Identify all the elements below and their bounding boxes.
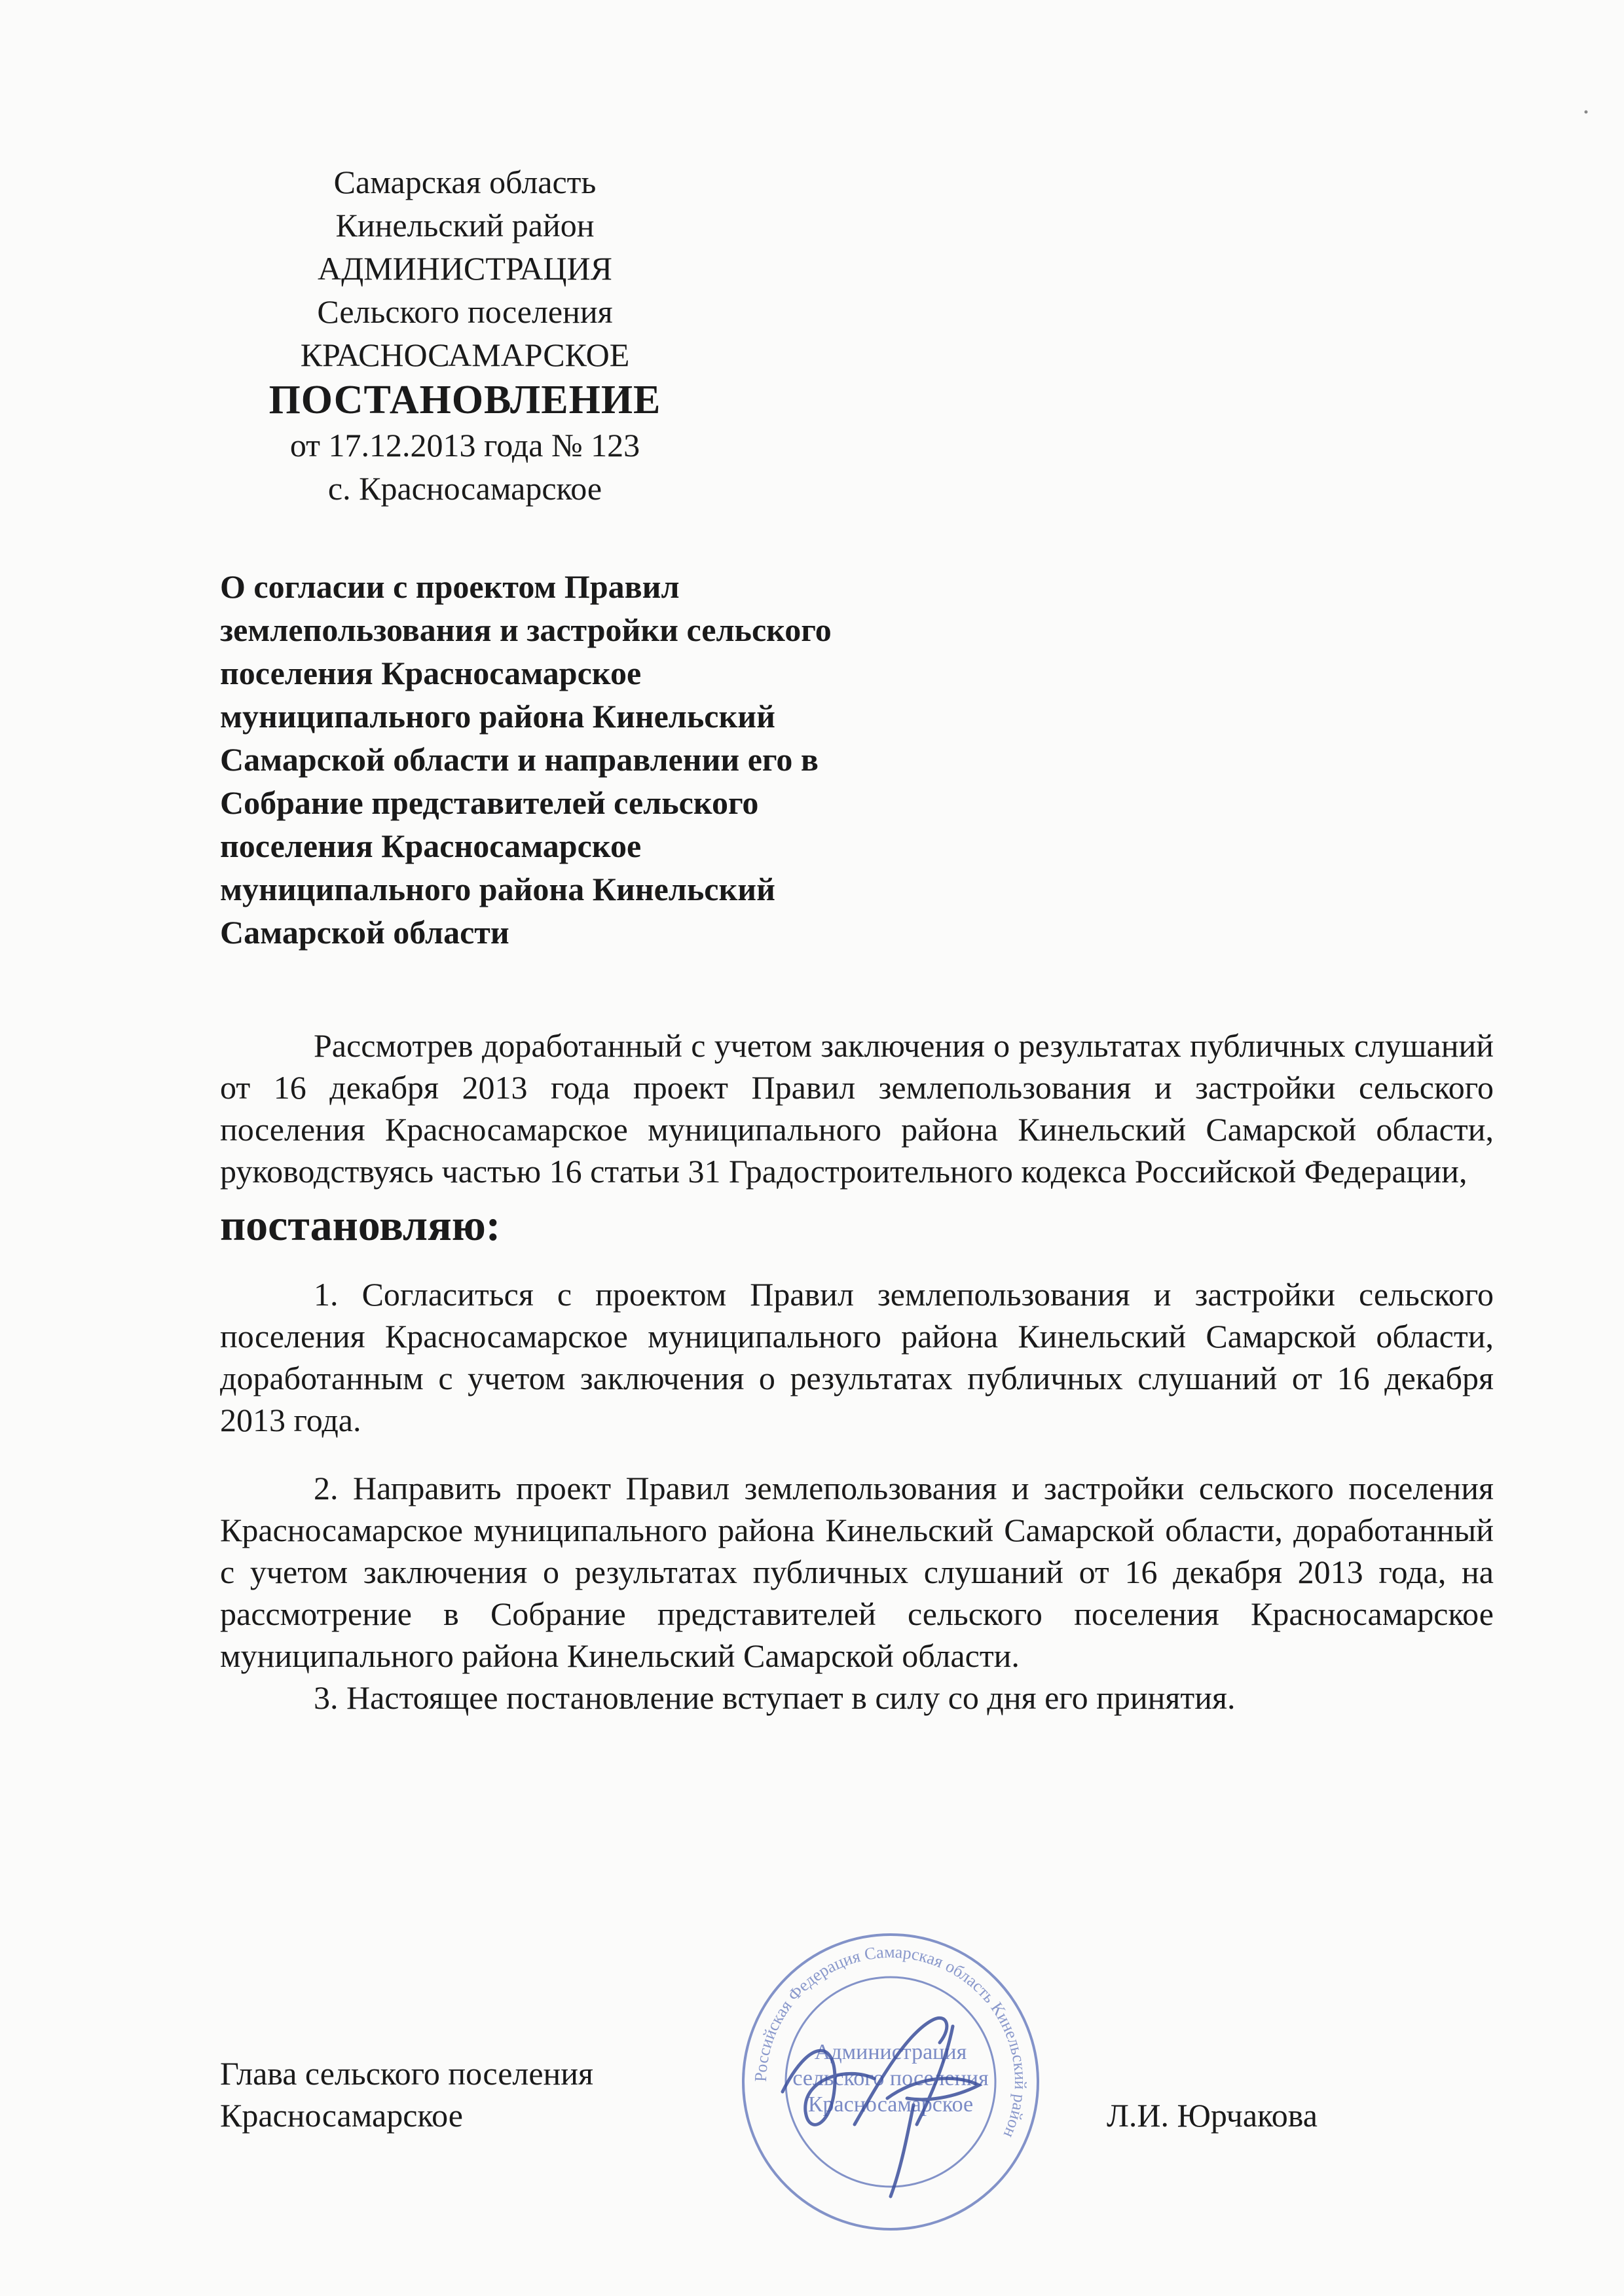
paragraph-gap bbox=[220, 1441, 1494, 1467]
settlement-of-line: Сельского поселения bbox=[317, 293, 613, 330]
subject-line: поселения Красносамарское bbox=[220, 828, 642, 864]
subject-line: муниципального района Кинельский bbox=[220, 871, 775, 907]
district-line: Кинельский район bbox=[335, 207, 595, 244]
official-stamp bbox=[737, 1928, 1044, 2236]
scan-speck bbox=[1583, 110, 1589, 114]
signatory-name: Л.И. Юрчакова bbox=[1107, 2097, 1318, 2134]
stamp-inner-text-1: Администрация bbox=[814, 2040, 967, 2064]
decree-word: постановляю: bbox=[220, 1200, 501, 1250]
region-line: Самарская область bbox=[333, 164, 597, 200]
settlement-name-line: КРАСНОСАМАРСКОЕ bbox=[300, 337, 630, 373]
preamble-paragraph: Рассмотрев доработанный с учетом заключения о результатах публичных слушаний от 16 декабря 2013 года проект Правил землепользования и застройки сельского поселения Красносамарское муниципального района Кинельский Самарской области, руководствуясь частью 16 статьи 31 Градостроительного кодекса Российской Федерации, bbox=[220, 1027, 1494, 1190]
item-1-paragraph: 1. Согласиться с проектом Правил землепользования и застройки сельского поселения Красносамарское муниципального района Кинельский Самарской области, доработанным с учетом заключения о результатах публичных слушаний от 16 декабря 2013 года. bbox=[220, 1276, 1494, 1438]
stamp-inner-text-2: сельского поселения bbox=[792, 2066, 989, 2090]
item-3-paragraph: 3. Настоящее постановление вступает в силу со дня его принятия. bbox=[314, 1679, 1236, 1716]
document-subject bbox=[220, 565, 980, 954]
position-line-2: Красносамарское bbox=[220, 2097, 463, 2134]
stamp-inner-text-3: Красносамарское bbox=[807, 2092, 974, 2117]
item-2-paragraph: 2. Направить проект Правил землепользования и застройки сельского поселения Красносамарское муниципального района Кинельский Самарской области, доработанный с учетом заключения о результатах публичных слушаний от 16 декабря 2013 года, на рассмотрение в Собрание представителей сельского поселения Красносамарское муниципального района Кинельский Самарской области. bbox=[220, 1470, 1494, 1674]
document-header bbox=[196, 160, 733, 510]
document-type-title: ПОСТАНОВЛЕНИЕ bbox=[268, 378, 661, 422]
subject-line: муниципального района Кинельский bbox=[220, 698, 775, 735]
stamp-ring-text: Российская Федерация Самарская область Кинельский район bbox=[750, 1942, 1031, 2141]
date-number-line: от 17.12.2013 года № 123 bbox=[289, 427, 640, 464]
subject-line: землепользования и застройки сельского bbox=[220, 611, 832, 648]
subject-line: О согласии с проектом Правил bbox=[220, 568, 680, 605]
subject-line: Самарской области bbox=[220, 914, 509, 951]
subject-line: Самарской области и направлении его в bbox=[220, 741, 819, 778]
subject-line: Собрание представителей сельского bbox=[220, 784, 759, 821]
signatory-position bbox=[220, 2052, 593, 2136]
document-body bbox=[220, 1025, 1494, 1719]
subject-line: поселения Красносамарское bbox=[220, 655, 642, 691]
position-line-1: Глава сельского поселения bbox=[220, 2055, 594, 2092]
organization-line: АДМИНИСТРАЦИЯ bbox=[318, 250, 612, 287]
place-line: с. Красносамарское bbox=[327, 470, 602, 507]
